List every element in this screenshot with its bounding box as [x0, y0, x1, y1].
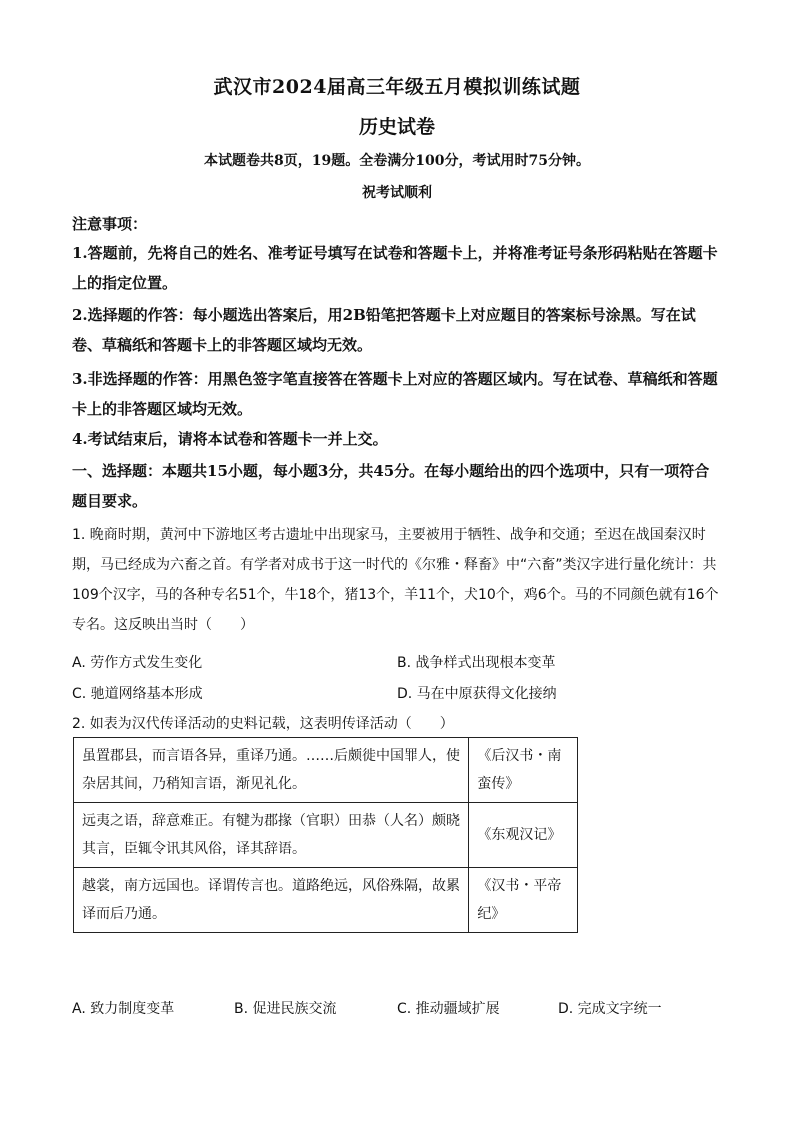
table-cell-text: 虽置郡县，而言语各异，重译乃通。……后颇徙中国罪人，使杂居其间，乃稍知言语，渐见礼化。: [74, 738, 469, 803]
question-2-option-d: D. 完成文字统一: [558, 1001, 662, 1017]
section-heading: 一、选择题：本题共15小题，每小题3分，共45分。在每小题给出的四个选项中，只有一项符合题目要求。: [72, 462, 710, 510]
table-cell-text: 远夷之语，辞意难正。有犍为郡掾（官职）田恭（人名）颇晓其言，臣辄令讯其风俗，译其辞语。: [74, 803, 469, 868]
exam-subject: 历史试卷: [358, 116, 435, 138]
notes-heading: 注意事项：: [72, 215, 148, 233]
question-2-option-b: B. 促进民族交流: [234, 1001, 337, 1017]
table-cell-source: 《汉书・平帝纪》: [469, 868, 578, 933]
exam-info: 本试题卷共8页，19题。全卷满分100分，考试用时75分钟。: [204, 153, 590, 169]
question-1-stem: 1. 晚商时期，黄河中下游地区考古遗址中出现家马，主要被用于牺牲、战争和交通；至迟在战国秦汉时期，马已经成为六畜之首。有学者对成书于这一时代的《尔雅・释畜》中“六畜”类汉字进行量化统计：共109个汉字，马的各种专名51个，牛18个，猪13个，羊11个，犬10个，鸡6个。马的不同颜色就有16个专名。这反映出当时（ ）: [72, 527, 719, 633]
source-table: [73, 737, 578, 933]
note-item-2: 2.选择题的作答：每小题选出答案后，用2B铅笔把答题卡上对应题目的答案标号涂黑。写在试卷、草稿纸和答题卡上的非答题区域均无效。: [72, 306, 696, 354]
note-item-1: 1.答题前，先将自己的姓名、准考证号填写在试卷和答题卡上，并将准考证号条形码粘贴在答题卡上的指定位置。: [72, 244, 718, 292]
question-1-option-d: D. 马在中原获得文化接纳: [397, 686, 557, 702]
table-cell-source: 《后汉书・南蛮传》: [469, 738, 578, 803]
table-row: [74, 738, 578, 803]
question-2-stem: 2. 如表为汉代传译活动的史料记载，这表明传译活动（ ）: [72, 716, 454, 732]
exam-wish: 祝考试顺利: [362, 185, 432, 201]
table-row: [74, 803, 578, 868]
table-cell-text: 越裳，南方远国也。译谓传言也。道路绝远，风俗殊隔，故累译而后乃通。: [74, 868, 469, 933]
question-1-option-a: A. 劳作方式发生变化: [72, 655, 203, 671]
note-item-3: 3.非选择题的作答：用黑色签字笔直接答在答题卡上对应的答题区域内。写在试卷、草稿纸和答题卡上的非答题区域均无效。: [72, 370, 718, 418]
note-item-4: 4.考试结束后，请将本试卷和答题卡一并上交。: [72, 430, 388, 448]
question-2-option-c: C. 推动疆域扩展: [397, 1001, 500, 1017]
question-2-option-a: A. 致力制度变革: [72, 1001, 175, 1017]
table-row: [74, 868, 578, 933]
question-1-option-b: B. 战争样式出现根本变革: [397, 655, 556, 671]
question-1-option-c: C. 驰道网络基本形成: [72, 686, 203, 702]
table-cell-source: 《东观汉记》: [469, 803, 578, 868]
exam-title: 武汉市2024届高三年级五月模拟训练试题: [213, 76, 581, 98]
